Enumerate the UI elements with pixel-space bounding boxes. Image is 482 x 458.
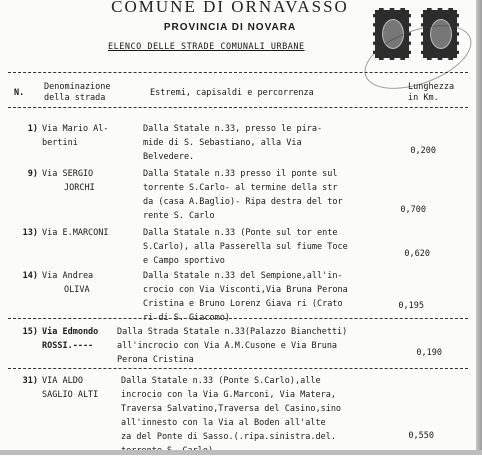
row-6-desc-line: Dalla Statale n.33 (Ponte S.Carlo),alle: [121, 376, 321, 386]
page-bottom-shadow: [0, 450, 482, 455]
row-6-desc-line: all'innesto con la Via al Boden all'alte: [121, 418, 326, 428]
row-5-name: [42, 325, 122, 353]
row-6-description: [121, 374, 371, 458]
row-6-name-line: SAGLIO ALTI: [42, 390, 99, 400]
col-head-name-2: della strada: [44, 93, 106, 103]
header-province: PROVINCIA DI NOVARA: [163, 22, 297, 33]
list-title: ELENCO DELLE STRADE COMUNALI URBANE: [108, 42, 305, 52]
row-6-desc-line: incrocio con la Via G.Marconi, Via Matera,: [121, 390, 336, 400]
row-5-description: [117, 325, 367, 367]
row-3-length: 0,620: [404, 249, 430, 259]
row-1-desc-line: Dalla Statale n.33, presso le pira-: [143, 124, 323, 134]
row-2-length: 0,700: [400, 205, 426, 215]
row-6-length: 0,550: [408, 431, 434, 441]
row-4-desc-line: ri di S. Giacomo): [143, 313, 230, 323]
row-5-length: 0,190: [416, 348, 442, 358]
row-5-desc-line: Perona Cristina: [117, 355, 194, 365]
row-1-name-line: bertini: [42, 138, 78, 148]
row-2-desc-line: da (casa A.Baglio)- Ripa destra del tor: [143, 197, 343, 207]
row-2-desc-line: Dalla Statale n.33 presso il ponte sul: [143, 169, 338, 179]
row-2-name: [42, 167, 122, 195]
col-head-name-1: Denominazione: [44, 82, 111, 92]
row-4-desc-line: crocio con Via Visconti,Via Bruna Perona: [143, 285, 348, 295]
row-5-name-line: Via Edmondo: [42, 327, 99, 337]
row-5-desc-line: all'incrocio con Via A.M.Cusone e Via Bruna: [117, 341, 338, 351]
row-6-desc-line: za del Ponte di Sasso.(.ripa.sinistra.del.: [121, 432, 336, 442]
row-6-number: 31): [22, 376, 38, 386]
separator-row-6: [8, 368, 468, 369]
row-5-name-line: ROSSI.----: [42, 341, 94, 351]
row-4-length: 0,195: [398, 301, 424, 311]
row-1-desc-line: Belvedere.: [143, 152, 195, 162]
row-3-description: [143, 226, 393, 268]
separator-row-5: [8, 318, 468, 319]
row-6-name: [42, 374, 122, 402]
row-3-desc-line: S.Carlo), alla Passerella sul fiume Toce: [143, 242, 348, 252]
row-1-desc-line: mide di S. Sebastiano, alla Via: [143, 138, 302, 148]
row-2-description: [143, 167, 393, 223]
col-head-length-2: in Km.: [408, 93, 439, 103]
row-6-desc-line: Traversa Salvatino,Traversa del Casino,sino: [121, 404, 342, 414]
row-3-name-line: Via E.MARCONI: [42, 228, 109, 238]
col-head-number: N.: [14, 88, 25, 98]
header-title: COMUNE DI ORNAVASSO: [111, 0, 349, 16]
row-1-name: [42, 122, 122, 150]
row-6-name-line: VIA ALDO: [42, 376, 83, 386]
row-2-name-line: JORCHI: [64, 183, 95, 193]
row-5-number: 15): [22, 327, 38, 337]
row-5-desc-line: Dalla Strada Statale n.33(Palazzo Bianchetti): [117, 327, 348, 337]
row-3-number: 13): [22, 228, 38, 238]
row-1-name-line: Via Mario Al-: [42, 124, 109, 134]
row-4-description: [143, 269, 393, 325]
separator-header: [8, 107, 468, 108]
row-4-desc-line: Cristina e Bruno Lorenz Giava ri (Crato: [143, 299, 343, 309]
row-1-number: 1): [27, 124, 38, 134]
separator-top: [8, 72, 468, 73]
row-3-name: [42, 226, 122, 240]
row-4-name: [42, 269, 122, 297]
row-4-number: 14): [22, 271, 38, 281]
row-4-desc-line: Dalla Statale n.33 del Sempione,all'in-: [143, 271, 343, 281]
row-2-number: 9): [27, 169, 38, 179]
row-2-desc-line: torrente S.Carlo- al termine della str: [143, 183, 338, 193]
col-head-length-1: Lunghezza: [408, 82, 455, 92]
page-edge-shadow: [476, 0, 482, 455]
row-3-desc-line: Dalla Statale n.33 (Ponte sul tor ente: [143, 228, 338, 238]
row-4-name-line: Via Andrea: [42, 271, 94, 281]
row-3-desc-line: e Campo sportivo: [143, 256, 225, 266]
col-head-endpoints: Estremi, capisaldi e percorrenza: [150, 88, 314, 98]
row-1-description: [143, 122, 393, 164]
row-4-name-line: OLIVA: [64, 285, 90, 295]
row-1-length: 0,200: [410, 146, 436, 156]
row-2-name-line: Via SERGIO: [42, 169, 94, 179]
row-2-desc-line: rente S. Carlo: [143, 211, 215, 221]
